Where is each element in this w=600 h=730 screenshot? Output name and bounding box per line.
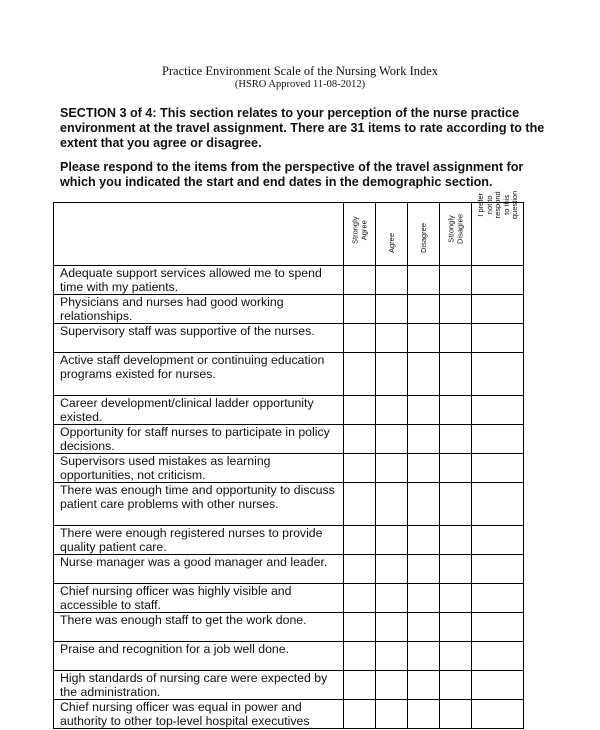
response-cell-strongly-disagree[interactable] (440, 353, 472, 396)
response-cell-prefer-not-respond[interactable] (472, 526, 524, 555)
response-cell-strongly-agree[interactable] (344, 526, 376, 555)
response-cell-disagree[interactable] (408, 454, 440, 483)
response-cell-strongly-agree[interactable] (344, 613, 376, 642)
response-cell-prefer-not-respond[interactable] (472, 584, 524, 613)
response-cell-disagree[interactable] (408, 700, 440, 729)
response-cell-disagree[interactable] (408, 295, 440, 324)
column-label: Strongly Disagree (446, 213, 464, 244)
table-row (54, 295, 524, 324)
response-cell-strongly-agree[interactable] (344, 295, 376, 324)
column-label: I prefer not to respond to this question (475, 190, 519, 219)
response-cell-agree[interactable] (376, 324, 408, 353)
response-cell-agree[interactable] (376, 483, 408, 526)
response-cell-disagree[interactable] (408, 483, 440, 526)
response-cell-agree[interactable] (376, 584, 408, 613)
response-cell-prefer-not-respond[interactable] (472, 295, 524, 324)
table-row (54, 483, 524, 526)
header-blank-cell (54, 203, 344, 266)
response-cell-strongly-disagree[interactable] (440, 295, 472, 324)
item-text: Supervisory staff was supportive of the nurses. (54, 324, 344, 353)
item-rows (54, 266, 524, 729)
table-row (54, 700, 524, 729)
rating-table (53, 190, 524, 729)
item-text: Physicians and nurses had good working relationships. (54, 295, 344, 324)
response-cell-strongly-agree[interactable] (344, 642, 376, 671)
response-cell-prefer-not-respond[interactable] (472, 483, 524, 526)
response-cell-disagree[interactable] (408, 266, 440, 295)
table-row (54, 324, 524, 353)
response-cell-disagree[interactable] (408, 396, 440, 425)
column-label: Strongly Agree (350, 216, 368, 244)
response-cell-prefer-not-respond[interactable] (472, 642, 524, 671)
response-cell-prefer-not-respond[interactable] (472, 353, 524, 396)
response-cell-strongly-disagree[interactable] (440, 454, 472, 483)
response-cell-agree[interactable] (376, 642, 408, 671)
response-cell-prefer-not-respond[interactable] (472, 555, 524, 584)
item-text: There were enough registered nurses to provide quality patient care. (54, 526, 344, 555)
table-row (54, 266, 524, 295)
response-cell-disagree[interactable] (408, 555, 440, 584)
item-text: Career development/clinical ladder opportunity existed. (54, 396, 344, 425)
response-cell-disagree[interactable] (408, 324, 440, 353)
table-row (54, 396, 524, 425)
column-label: Agree (386, 232, 396, 253)
response-cell-prefer-not-respond[interactable] (472, 396, 524, 425)
table-row (54, 671, 524, 700)
item-text: Opportunity for staff nurses to participate in policy decisions. (54, 425, 344, 454)
table-row (54, 454, 524, 483)
response-cell-agree[interactable] (376, 425, 408, 454)
response-cell-disagree[interactable] (408, 584, 440, 613)
response-cell-strongly-disagree[interactable] (440, 671, 472, 700)
response-cell-prefer-not-respond[interactable] (472, 700, 524, 729)
item-text: Chief nursing officer was equal in power and authority to other top-level hospital executives (54, 700, 344, 729)
response-cell-strongly-disagree[interactable] (440, 584, 472, 613)
response-cell-strongly-disagree[interactable] (440, 700, 472, 729)
table-row (54, 613, 524, 642)
column-header-prefer-not-respond (472, 190, 524, 266)
table-header-row (54, 203, 524, 266)
response-cell-agree[interactable] (376, 353, 408, 396)
column-label: Disagree (418, 222, 428, 253)
item-text: Nurse manager was a good manager and leader. (54, 555, 344, 584)
response-cell-prefer-not-respond[interactable] (472, 671, 524, 700)
item-text: Chief nursing officer was highly visible and accessible to staff. (54, 584, 344, 613)
respond-instructions: Please respond to the items from the perspective of the travel assignment for which you indicated the start and end dates in the demographic section. (60, 160, 524, 189)
response-cell-strongly-disagree[interactable] (440, 396, 472, 425)
response-cell-disagree[interactable] (408, 642, 440, 671)
response-cell-prefer-not-respond[interactable] (472, 425, 524, 454)
response-cell-agree[interactable] (376, 555, 408, 584)
response-cell-strongly-agree[interactable] (344, 584, 376, 613)
response-cell-agree[interactable] (376, 526, 408, 555)
response-cell-strongly-disagree[interactable] (440, 324, 472, 353)
item-text: There was enough time and opportunity to discuss patient care problems with other nurses. (54, 483, 344, 526)
response-cell-strongly-disagree[interactable] (440, 483, 472, 526)
response-cell-strongly-agree[interactable] (344, 700, 376, 729)
response-cell-strongly-agree[interactable] (344, 454, 376, 483)
column-header-agree (376, 203, 408, 266)
item-text: Active staff development or continuing education programs existed for nurses. (54, 353, 344, 396)
response-cell-strongly-disagree[interactable] (440, 613, 472, 642)
approval-subtitle: (HSRO Approved 11-08-2012) (234, 79, 366, 90)
response-cell-disagree[interactable] (408, 353, 440, 396)
response-cell-disagree[interactable] (408, 613, 440, 642)
response-cell-strongly-agree[interactable] (344, 671, 376, 700)
response-cell-strongly-agree[interactable] (344, 324, 376, 353)
response-cell-prefer-not-respond[interactable] (472, 454, 524, 483)
response-cell-strongly-agree[interactable] (344, 483, 376, 526)
response-cell-agree[interactable] (376, 396, 408, 425)
item-text: Adequate support services allowed me to spend time with my patients. (54, 266, 344, 295)
response-cell-strongly-agree[interactable] (344, 396, 376, 425)
response-cell-strongly-disagree[interactable] (440, 266, 472, 295)
document-title: Practice Environment Scale of the Nursing Work Index (161, 64, 439, 78)
section-intro: SECTION 3 of 4: This section relates to your perception of the nurse practice environment at the travel assignment. There are 31 items to rate according to the extent that you agree or disagree. (60, 106, 545, 150)
response-cell-prefer-not-respond[interactable] (472, 613, 524, 642)
item-text: High standards of nursing care were expected by the administration. (54, 671, 344, 700)
item-text: Supervisors used mistakes as learning opportunities, not criticism. (54, 454, 344, 483)
response-cell-prefer-not-respond[interactable] (472, 324, 524, 353)
response-cell-agree[interactable] (376, 700, 408, 729)
response-cell-disagree[interactable] (408, 425, 440, 454)
table-row (54, 526, 524, 555)
column-header-strongly-disagree (440, 203, 472, 266)
response-cell-disagree[interactable] (408, 671, 440, 700)
response-cell-disagree[interactable] (408, 526, 440, 555)
response-cell-strongly-agree[interactable] (344, 425, 376, 454)
response-cell-strongly-agree[interactable] (344, 353, 376, 396)
table-row (54, 642, 524, 671)
response-cell-agree[interactable] (376, 454, 408, 483)
column-header-strongly-agree (344, 203, 376, 266)
response-cell-agree[interactable] (376, 295, 408, 324)
item-text: There was enough staff to get the work done. (54, 613, 344, 642)
column-header-disagree (408, 203, 440, 266)
response-cell-strongly-agree[interactable] (344, 555, 376, 584)
response-cell-strongly-disagree[interactable] (440, 555, 472, 584)
response-cell-strongly-disagree[interactable] (440, 642, 472, 671)
table-row (54, 425, 524, 454)
item-text: Praise and recognition for a job well done. (54, 642, 344, 671)
response-cell-agree[interactable] (376, 613, 408, 642)
table-row (54, 584, 524, 613)
response-cell-strongly-agree[interactable] (344, 266, 376, 295)
response-cell-agree[interactable] (376, 266, 408, 295)
response-cell-prefer-not-respond[interactable] (472, 266, 524, 295)
table-row (54, 353, 524, 396)
response-cell-agree[interactable] (376, 671, 408, 700)
response-cell-strongly-disagree[interactable] (440, 526, 472, 555)
response-cell-strongly-disagree[interactable] (440, 425, 472, 454)
table-row (54, 555, 524, 584)
